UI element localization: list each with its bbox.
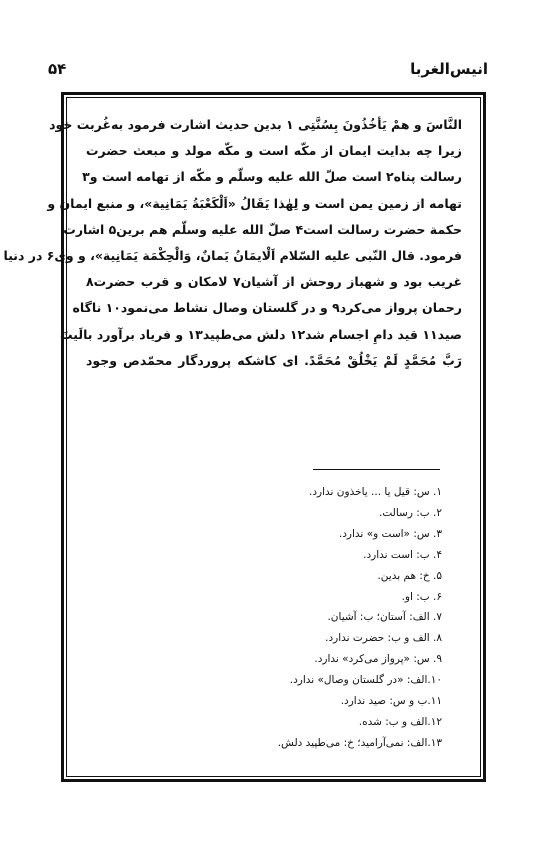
footnote-separator: [313, 469, 440, 470]
footnote: ۹. س: «پرواز می‌کرد» ندارد.: [314, 653, 442, 666]
footnote: ۱۰.الف: «در گلستان وصال» ندارد.: [289, 674, 442, 687]
text-line: رسالت پناه۲ است صلّ الله علیه وسلّم و مکّه از تهامه است و۳: [82, 169, 462, 185]
text-line: تهامه از زمین یمن است و لِهٰذا یَقَالُ «اَلْکَعْبَةُ یَمَانِیة»، و منبع ایمان و: [47, 195, 462, 211]
text-line: فرمود. قال النّبی علیه السّلام اَلْایمَانُ یَمانٌ، وَالْحِکْمَة یَمَانِیة»، و وی۶ در دنیا: [3, 247, 462, 263]
text-line: غریب بود و شهباز روحش از آشیان۷ لامکان و قرب حضرت۸: [86, 274, 462, 290]
text-line: رحمان پرواز می‌کرد۹ و در گلستان وصال نشاط می‌نمود۱۰ ناگاه: [72, 300, 462, 316]
footnotes: [86, 482, 442, 754]
text-line: النَّاسَ و همْ يَأخُذُونَ بِسُنَّتِی ۱ بدین حدیث اشارت فرمود به‌غُربت خود: [49, 117, 462, 132]
footnote: ۱. س: قیل یا ... یاخذون ندارد.: [309, 486, 442, 498]
text-line: رَبَّ مُحَمَّدٍ لَمْ یَخْلُقْ مُحَمَّدً. ای کاشکه پروردگار محمّدص وجود: [86, 352, 462, 368]
footnote: ۱۱.ب و س: صید ندارد.: [340, 695, 442, 708]
footnote: ۵. خ: هم بدین.: [377, 569, 442, 582]
page-header: [48, 60, 488, 84]
text-line: حکمة حضرت رسالت است۴ صلّ الله علیه وسلّم هم برین۵ اشارت: [63, 221, 462, 237]
book-title: انیس‌الغربا: [410, 60, 488, 78]
footnote: ۶. ب: او.: [401, 590, 442, 603]
footnote: ۷. الف: آستان؛ ب: آشیان.: [327, 611, 442, 624]
main-text: [3, 112, 462, 374]
footnote: ۴. ب: است ندارد.: [363, 548, 442, 561]
text-line: زیرا چه بدایت ایمان از مکّه است و مکّه مولد و مبعث حضرت: [86, 143, 462, 159]
footnote: ۱۳.الف: نمی‌آرامید؛ خ: می‌طپید دلش.: [277, 736, 442, 749]
footnote: ۳. س: «است و» ندارد.: [338, 527, 442, 540]
footnote: ۲. ب: رسالت.: [379, 506, 442, 519]
page-number: ۵۴: [48, 60, 67, 78]
footnote: ۱۲.الف و ب: شده.: [358, 715, 442, 728]
footnote: ۸. الف و ب: حضرت ندارد.: [325, 632, 442, 645]
text-line: صید۱۱ قید دامِ اجسام شد۱۲ دلش می‌طپید۱۳ و فریاد برآورد بالَیتَ: [60, 326, 462, 342]
